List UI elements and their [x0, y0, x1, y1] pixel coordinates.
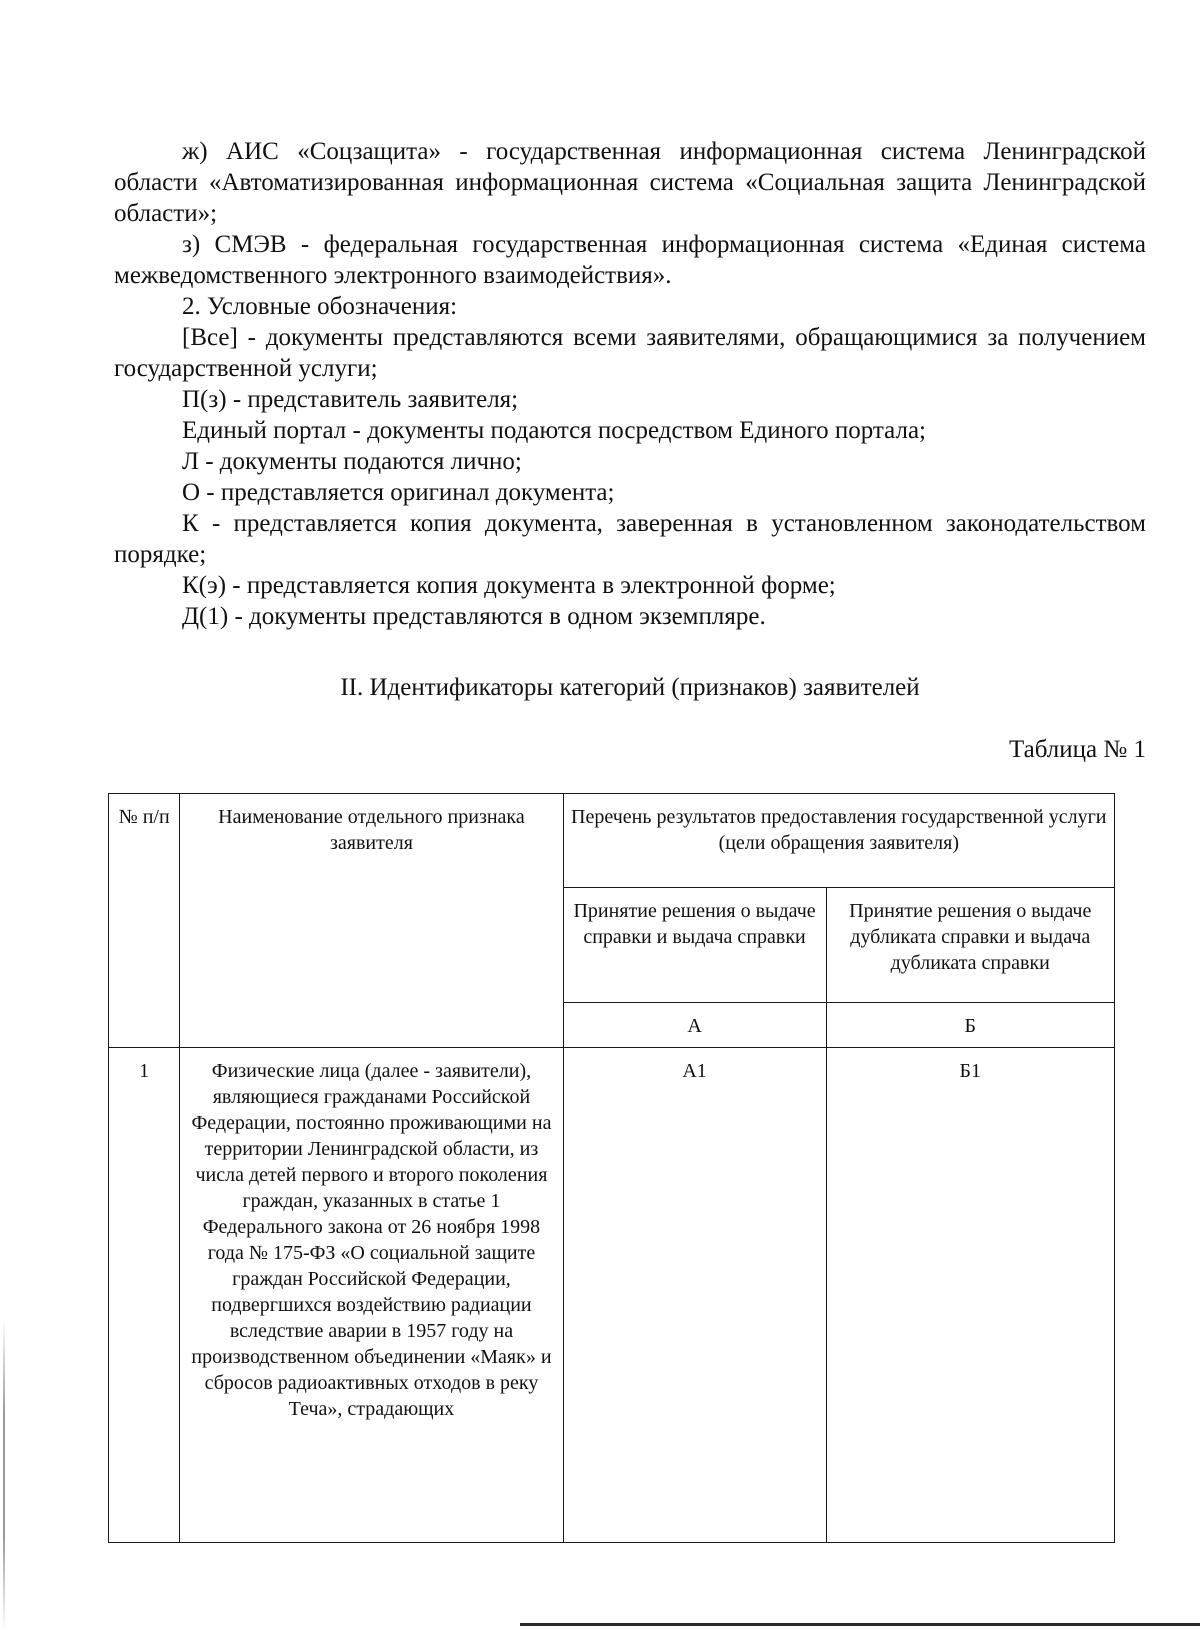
paragraph-legend-all: [Все] - документы представляются всеми заявителями, обращающимися за получением государственной услуги; [114, 324, 1146, 382]
header-code-a: А [563, 1003, 826, 1048]
header-col-a: Принятие решения о выдаче справки и выдача справки [563, 888, 826, 1003]
scan-edge-mark [3, 1320, 5, 1630]
header-col-b: Принятие решения о выдаче дубликата справки и выдача дубликата справки [826, 888, 1114, 1003]
row-num: 1 [109, 1048, 180, 1543]
paragraph-smev: з) СМЭВ - федеральная государственная информационная система «Единая система межведомственного электронного взаимодействия». [114, 231, 1146, 289]
table-caption: Таблица № 1 [1008, 736, 1146, 763]
paragraph-legend-portal: Единый портал - документы подаются посредством Единого портала; [182, 417, 926, 444]
definitions-text [114, 136, 1146, 632]
table-row [109, 1048, 1115, 1543]
paragraph-legend-copy: К - представляется копия документа, заверенная в установленном законодательством порядке; [114, 510, 1146, 568]
paragraph-legend-personal: Л - документы подаются лично; [182, 448, 522, 475]
paragraph-legend-e-copy: К(э) - представляется копия документа в электронной форме; [182, 572, 836, 599]
paragraph-legend-heading: 2. Условные обозначения: [182, 293, 458, 320]
paragraph-legend-one-copy: Д(1) - документы представляются в одном экземпляре. [182, 603, 766, 630]
header-results-group: Перечень результатов предоставления государственной услуги (цели обращения заявителя) [563, 794, 1114, 888]
row-name: Физические лица (далее - заявители), являющиеся гражданами Российской Федерации, постоянно проживающими на территории Ленинградской области, из числа детей первого и второго поколения граждан, указанных в статье 1 Федерального закона от 26 ноября 1998 года № 175-ФЗ «О социальной защите граждан Российской Федерации, подвергшихся воздействию радиации вследствие аварии в 1957 году на производственном объединении «Маяк» и сбросов радиоактивных отходов в реку Теча», страдающих [180, 1048, 563, 1543]
applicant-categories-table [108, 793, 1115, 1543]
header-code-b: Б [826, 1003, 1114, 1048]
header-num: № п/п [109, 794, 180, 1048]
section-title: II. Идентификаторы категорий (признаков) заявителей [340, 674, 920, 701]
paragraph-legend-representative: П(з) - представитель заявителя; [182, 386, 519, 413]
paragraph-legend-original: О - представляется оригинал документа; [182, 479, 615, 506]
paragraph-ais: ж) АИС «Соцзащита» - государственная информационная система Ленинградской области «Автоматизированная информационная система «Социальная защита Ленинградской области»; [114, 138, 1146, 227]
header-name: Наименование отдельного признака заявителя [180, 794, 563, 1048]
row-code-b: Б1 [826, 1048, 1114, 1543]
scan-edge-mark [520, 1623, 1200, 1626]
row-code-a: А1 [563, 1048, 826, 1543]
table-header-row [109, 794, 1115, 888]
